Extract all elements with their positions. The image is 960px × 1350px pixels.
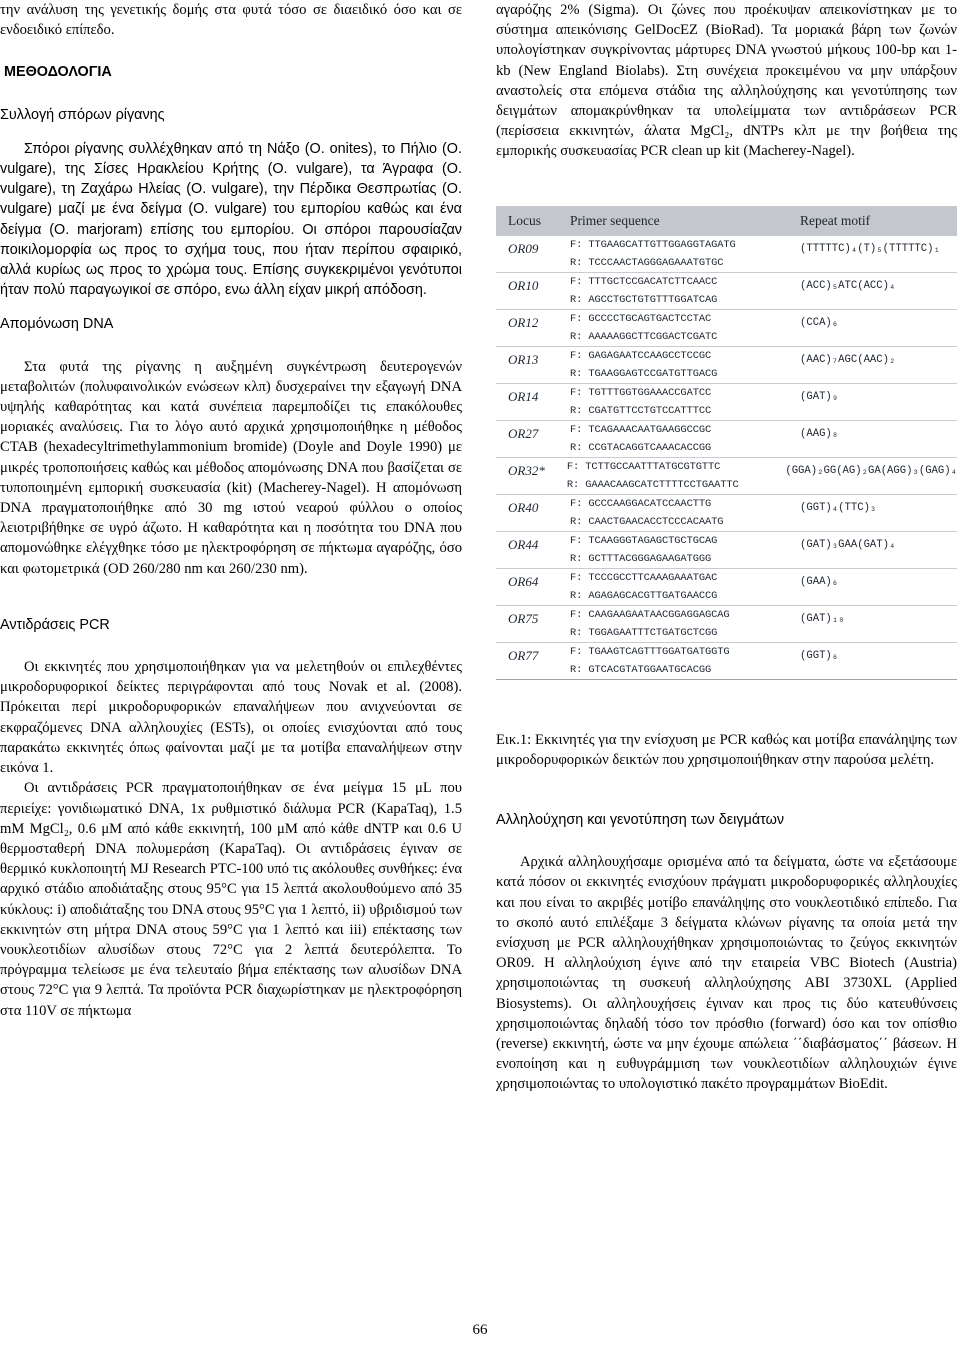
reverse-primer: R: GTCACGTATGGAATGCACGG <box>570 663 712 676</box>
intro-paragraph: την ανάλυση της γενετικής δομής στα φυτά τόσο σε διαειδικό όσο και σε ενδοειδικό επίπεδο. <box>0 2 462 39</box>
primer-table-figure <box>496 206 957 680</box>
forward-primer: F: TCAAGGGTAGAGCTGCTGCAG <box>570 534 718 547</box>
reverse-primer: R: AAAAAGGCTTCGGACTCGATC <box>570 330 718 343</box>
reverse-primer: R: GAAACAAGCATCTTTTCCTGAATTC <box>566 478 739 491</box>
forward-primer: F: GCCCAAGGACATCCAACTTG <box>570 497 712 510</box>
locus-cell: OR44 <box>508 536 539 552</box>
repeat-motif-cell: (TTTTTC)₄(T)₅(TTTTTC)₁ <box>800 242 940 255</box>
reverse-primer: R: TCCCAACTAGGGAGAAATGTGC <box>570 256 724 269</box>
repeat-motif-cell: (AAG)₈ <box>800 427 839 440</box>
pcr-continuation-paragraph: αγαρόζης 2% (Sigma). Οι ζώνες που προέκυψαν απεικονίστηκαν με το σύστημα απεικόνισης GelDocEZ (BioRad). Τα μοριακά βάρη των ζωνών υπολογίστηκαν συγκρίνοντας μάρτυρες DNA γνωστού μήκους 100-bp και 1-kb (New England Biolabs). Στη συνέχεια προκειμένου να μην υπάρξουν αναστολείς στα επόμενα στάδια της αλληλούχησης και γενοτύπησης των δειγμάτων απομακρύνθηκαν τα υπολείμματα των αντιδράσεων PCR (περίσσεια εκκινητών, άλατα MgCl₂, dNTPs κλπ με την βοήθεια της εμπορικής συσκευασίας PCR clean up kit (Macherey-Nagel). <box>496 2 957 160</box>
table-row <box>496 236 957 273</box>
reverse-primer: R: CGATGTTCCTGTCCATTTCC <box>570 404 712 417</box>
table-row <box>496 458 957 495</box>
primer-cell <box>570 273 800 309</box>
repeat-motif-cell: (GGT)₆ <box>800 649 839 662</box>
header-locus: Locus <box>508 212 541 228</box>
right-column <box>496 0 957 1095</box>
reverse-primer: R: GCTTTACGGGAGAAGATGGG <box>570 552 712 565</box>
table-row <box>496 532 957 569</box>
locus-cell: OR13 <box>508 351 539 367</box>
forward-primer: F: TTGAAGCATTGTTGGAGGTAGATG <box>570 238 736 251</box>
forward-primer: F: CAAGAAGAATAACGGAGGAGCAG <box>570 608 730 621</box>
reverse-primer: R: AGCCTGCTGTGTTTGGATCAG <box>570 293 718 306</box>
locus-cell: OR32* <box>508 462 545 478</box>
repeat-motif-cell: (AAC)₇AGC(AAC)₂ <box>800 353 896 366</box>
locus-cell: OR75 <box>508 610 539 626</box>
forward-primer: F: GAGAGAATCCAAGCCTCCGC <box>570 349 712 362</box>
locus-cell: OR10 <box>508 277 539 293</box>
pcr-section-heading: Αντιδράσεις PCR <box>0 616 110 633</box>
reverse-primer: R: TGAAGGAGTCCGATGTTGACG <box>570 367 718 380</box>
seed-section-heading: Συλλογή σπόρων ρίγανης <box>0 106 165 123</box>
locus-cell: OR40 <box>508 499 539 515</box>
primer-cell <box>570 236 800 272</box>
forward-primer: F: TCCCGCCTTCAAAGAAATGAC <box>570 571 718 584</box>
sequencing-paragraph: Αρχικά αλληλουχήσαμε ορισμένα από τα δείγματα, ώστε να εξετάσουμε κατά πόσον οι εκκινητές ενισχύουν πράγματι μικροδορυφορικές αλληλουχίες και που είναι το ακριβές μοτίβο επανάληψης στο νουκλεοτιδικό επίπεδο. Για το σκοπό αυτό επιλέξαμε 3 δείγματα κλώνων ρίγανης τα οποία μετά την ενίσχυση με PCR αλληλουχήθηκαν χρησιμοποιώντας το ζεύγος εκκινητών OR09. Η αλληλούχιση έγινε από την εταιρεία VBC Biotech (Austria) χρησιμοποιώντας τη συσκευή αλληλούχησης ABI 3730XL (Applied Biosystems). Οι αλληλουχήσεις έγιναν και προς τις δύο κατευθύνσεις χρησιμοποιώντας δηλαδή τόσο τον πρόσθιο (forward) όσο και τον οπίσθιο (reverse) εκκινητή, ώστε να μην έχουμε απώλεια ΄΄διαβάσματος΄΄ βάσεων. Η ενοποίηση και η ευθυγράμμιση των νουκλεοτιδίων αλληλουχιών έγινε χρησιμοποιώντας το υπολογιστικό πακέτο προγραμμάτων BioEdit. <box>496 854 957 1093</box>
header-primer-sequence: Primer sequence <box>570 212 660 228</box>
reverse-primer: R: TGGAGAATTTCTGATGCTCGG <box>570 626 718 639</box>
repeat-motif-cell: (GAT)₃GAA(GAT)₄ <box>800 538 896 551</box>
seed-paragraph: Σπόροι ρίγανης συλλέχθηκαν από τη Νάξο (O. onites), το Πήλιο (O. vulgare), της Σίσες Ηρακλείου Κρήτης (O. vulgare), τα Άγραφα (O. vulgare), τη Ζαχάρω Ηλείας (O. vulgare), την Πέρδικα Θεσπρωτίας (O. vulgare) μαζί με ένα δείγμα (O. vulgare) του εμπορίου καθώς και ένα δείγμα (O. marjoram) επίσης του εμπορίου. Οι σπόροι παρουσίαζαν ποικιλομορφία ως προς το σχήμα τους, που ήταν περίπου σφαιρικό, αλλά κυρίως ως προς το χρώμα τους. Επίσης συγκεκριμένοι γενότυποι ήταν πολύ παραγωγικοί σε σπόρο, ενω άλλη είχαν μικρή απόδοση. <box>0 140 462 299</box>
forward-primer: F: TTTGCTCCGACATCTTCAACC <box>570 275 718 288</box>
table-row <box>496 310 957 347</box>
primer-cell <box>570 569 800 605</box>
locus-cell: OR14 <box>508 388 539 404</box>
dna-paragraph: Στα φυτά της ρίγανης η αυξημένη συγκέντρωση δευτερογενών μεταβολιτών (πολυφαινολικών ενώσεων κλπ) δυσχεραίνει την εξαγωγή DNA υψηλής καθαρότητας και κατά συνέπεια παρεμποδίζει τις επακόλουθες μοριακές αναλύσεις. Για το λόγο αυτό αρχικά χρησιμοποιήθηκε η μέθοδος CTAB (hexadecyltrimethylammonium bromide) (Doyle and Doyle 1990) με μικρές τροποποιήσεις καθώς και μέθοδος απομόνωσης DNA που βασίζεται σε τυποποιημένη εμπορική συσκευασία (kit) (Macherey-Nagel). Η απομόνωση DNA πραγματοποιήθηκε από 30 mg ιστού νεαρού φύλλου ο οποίος λειοτριβήθηκε σε υγρό άζωτο. Η καθαρότητα και η ποσότητα του DNA που απομονώθηκε ελέγχθηκε τόσο με ηλεκτροφόρηση σε πήκτωμα αγαρόζης, όσο και φωτομετρικά (OD 260/280 nm και 260/230 nm). <box>0 358 462 577</box>
locus-cell: OR09 <box>508 240 539 256</box>
locus-cell: OR64 <box>508 573 539 589</box>
pcr-paragraph-1: Οι εκκινητές που χρησιμοποιήθηκαν για να μελετηθούν οι επιλεχθέντες μικροδορυφορικοί δείκτες περιγράφονται από τους Novak et al. (2008). Πρόκειται περί μικροδορυφορικών επαναλήψεων που ανιχνεύονται σε εκφραζόμενες DNA αλληλουχίες (ESTs), οι οποίες ενισχύονται από τους παρακάτω εκκινητές όπως φαίνονται μαζί με τα μοτίβα επαναλήψεων στην εικόνα 1. <box>0 659 462 777</box>
repeat-motif-cell: (GAT)₉ <box>800 390 839 403</box>
table-row <box>496 421 957 458</box>
repeat-motif-cell: (CCA)₆ <box>800 316 839 329</box>
primer-cell <box>570 310 800 346</box>
table-row <box>496 606 957 643</box>
primer-cell <box>567 458 785 494</box>
primer-table-header <box>496 206 957 236</box>
forward-primer: F: TCTTGCCAATTTATGCGTGTTC <box>566 460 721 473</box>
reverse-primer: R: CCGTACAGGTCAAACACCGG <box>570 441 712 454</box>
page-number: 66 <box>472 1322 488 1338</box>
pcr-paragraph-2: Οι αντιδράσεις PCR πραγματοποιήθηκαν σε ένα μείγμα 15 μL που περιείχε: γονιδιωματικό DNA, 1x ρυθμιστικό διάλυμα PCR (KapaTaq), 1.5 mM MgCl₂, 0.6 μM από κάθε εκκινητή, 100 μM από κάθε dNTP και 0.6 U θερμοσταθερή DNA πολυμεράση (KapaTaq). Οι αντιδράσεις έγιναν σε θερμικό κυκλοποιητή MJ Research PTC-100 υπό τις ακόλουθες συνθήκες: ένα αρχικό στάδιο αποδιάταξης στους 95°C για 15 λεπτά ακολουθούμενο από 35 κύκλους: i) αποδιάταξης του DNA στους 95°C για 1 λεπτό, ii) υβριδισμού των εκκινητών στη μήτρα DNA στους 59°C για 1 λεπτό και iii) επέκτασης των νουκλεοτιδίων αλυσίδων στους 72°C για 2 λεπτά δευτερόλεπτα. Το πρόγραμμα τελείωσε με ένα τελευταίο βήμα επέκτασης των αλυσίδων DNA στους 72°C για 9 λεπτά. Τα προϊόντα PCR διαχωρίστηκαν με ηλεκτροφόρηση στα 110V σε πήκτωμα <box>0 780 462 1019</box>
reverse-primer: R: CAACTGAACACCTCCCACAATG <box>570 515 724 528</box>
forward-primer: F: TGAAGTCAGTTTGGATGATGGTG <box>570 645 730 658</box>
primer-cell <box>570 421 800 457</box>
locus-cell: OR77 <box>508 647 539 663</box>
primer-table-body <box>496 236 957 680</box>
repeat-motif-cell: (ACC)₅ATC(ACC)₄ <box>800 279 896 292</box>
locus-cell: OR12 <box>508 314 539 330</box>
locus-cell: OR27 <box>508 425 539 441</box>
repeat-motif-cell: (GAA)₆ <box>800 575 839 588</box>
forward-primer: F: GCCCCTGCAGTGACTCCTAC <box>570 312 712 325</box>
dna-section-heading: Απομόνωση DNA <box>0 316 114 333</box>
repeat-motif-cell: (GGA)₂GG(AG)₂GA(AGG)₃(GAG)₄ <box>785 464 957 477</box>
table-row <box>496 495 957 532</box>
table-row <box>496 273 957 310</box>
figure-caption: Εικ.1: Εκκινητές για την ενίσχυση με PCR καθώς και μοτίβα επανάληψης των μικροδορυφορικών δεικτών που χρησιμοποιήθηκαν στην παρούσα μελέτη. <box>496 731 957 768</box>
repeat-motif-cell: (GGT)₄(TTC)₃ <box>800 501 877 514</box>
table-row <box>496 384 957 421</box>
table-row <box>496 347 957 384</box>
forward-primer: F: TCAGAAACAATGAAGGCCGC <box>570 423 712 436</box>
forward-primer: F: TGTTTGGTGGAAACCGATCC <box>570 386 712 399</box>
table-row <box>496 643 957 680</box>
primer-cell <box>570 532 800 568</box>
primer-cell <box>570 347 800 383</box>
primer-cell <box>570 384 800 420</box>
primer-cell <box>570 606 800 642</box>
primer-cell <box>570 643 800 679</box>
repeat-motif-cell: (GAT)₁₀ <box>800 612 845 625</box>
primer-cell <box>570 495 800 531</box>
reverse-primer: R: AGAGAGCACGTTGATGAACCG <box>570 589 718 602</box>
left-column <box>0 0 462 1021</box>
sequencing-section-heading: Αλληλούχηση και γενοτύπηση των δειγμάτων <box>496 812 785 829</box>
methods-heading: ΜΕΘΟΔΟΛΟΓΙΑ <box>4 64 112 81</box>
header-repeat-motif: Repeat motif <box>800 212 871 228</box>
table-row <box>496 569 957 606</box>
